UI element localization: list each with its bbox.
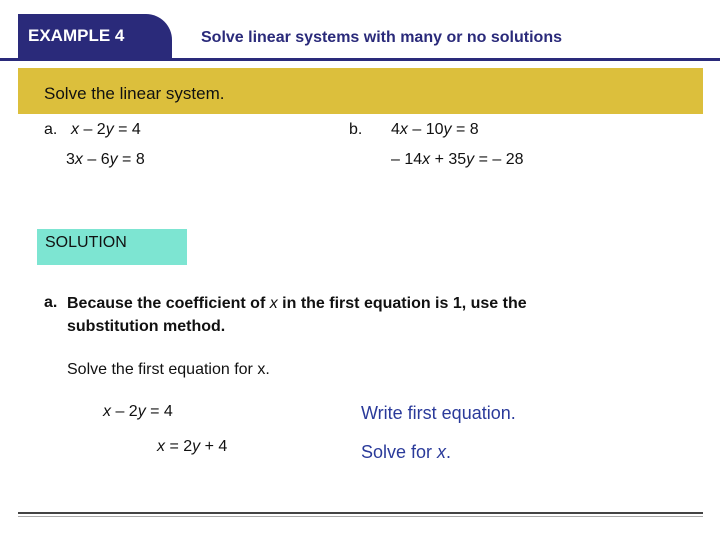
prompt-text: Solve the linear system.: [44, 84, 225, 103]
part-b-equation-2: – 14x + 35y = – 28: [391, 151, 524, 168]
step-1-equation: x – 2y = 4: [103, 403, 173, 420]
part-a-label: a.: [44, 121, 58, 138]
step-1-note: Write first equation.: [361, 403, 516, 423]
part-a-equation-1: x – 2y = 4: [71, 121, 141, 138]
part-a-equation-2: 3x – 6y = 8: [66, 151, 145, 168]
part-b-equation-1: 4x – 10y = 8: [391, 121, 479, 138]
step-intro: Solve the first equation for x.: [67, 361, 270, 378]
solution-label: SOLUTION: [45, 234, 127, 251]
footer-divider-thin: [18, 516, 703, 517]
step-2-equation: x = 2y + 4: [157, 438, 228, 455]
page-title: Solve linear systems with many or no solutions: [201, 29, 562, 46]
solution-line-2: substitution method.: [67, 318, 226, 335]
footer-divider: [18, 512, 703, 514]
example-label: EXAMPLE 4: [28, 26, 125, 45]
solution-part-label: a.: [44, 294, 58, 311]
step-2-note: Solve for x.: [361, 442, 452, 462]
part-b-label: b.: [349, 121, 363, 138]
solution-line-1: Because the coefficient of x in the first equation is 1, use the: [67, 295, 527, 312]
header-divider: [0, 58, 720, 61]
